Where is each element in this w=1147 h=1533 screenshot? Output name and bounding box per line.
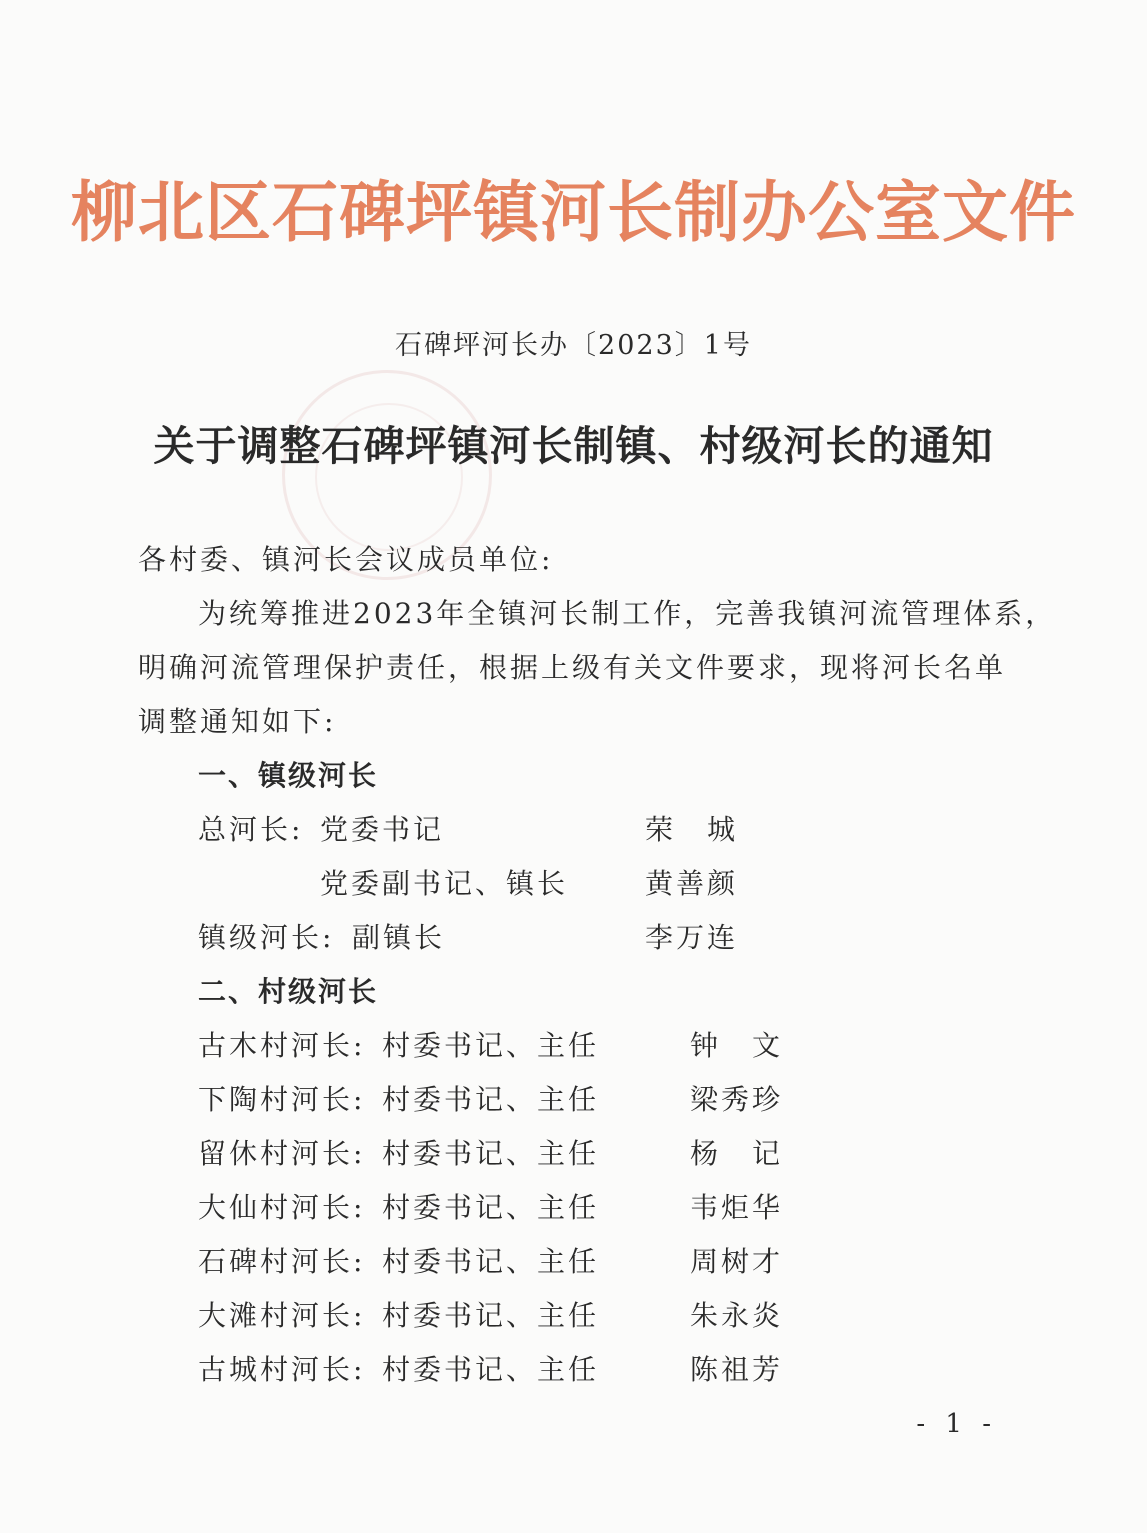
village-row-position: 村委书记、主任 — [382, 1299, 600, 1332]
village-row-position: 村委书记、主任 — [382, 1029, 600, 1062]
village-row-position: 村委书记、主任 — [382, 1245, 600, 1278]
document-number: 石碑坪河长办〔2023〕1号 — [395, 330, 752, 361]
village-row-label: 石碑村河长: — [198, 1245, 366, 1278]
issuer-header-title: 柳北区石碑坪镇河长制办公室文件 — [71, 173, 1076, 251]
village-row-name: 杨 记 — [690, 1137, 784, 1170]
village-row-label: 下陶村河长: — [198, 1083, 366, 1116]
salutation: 各村委、镇河长会议成员单位: — [138, 543, 554, 576]
village-row-label: 古城村河长: — [198, 1353, 366, 1386]
town-row-name: 荣 城 — [645, 813, 739, 846]
intro-line-3: 调整通知如下: — [138, 705, 337, 738]
village-row-name: 周树才 — [690, 1245, 784, 1278]
intro-line-1: 为统筹推进2023年全镇河长制工作，完善我镇河流管理体系， — [198, 597, 1057, 630]
village-row-name: 梁秀珍 — [690, 1083, 784, 1116]
village-row-name: 陈祖芳 — [690, 1353, 784, 1386]
town-row-position: 副镇长 — [352, 921, 446, 954]
village-row-name: 钟 文 — [690, 1029, 784, 1062]
village-row-name: 朱永炎 — [690, 1299, 784, 1332]
town-row-position: 党委副书记、镇长 — [320, 867, 569, 900]
town-row-label: 总河长: — [198, 813, 304, 846]
town-row-position: 党委书记 — [320, 813, 445, 846]
town-row-name: 黄善颜 — [645, 867, 739, 900]
town-row-label: 镇级河长: — [198, 921, 335, 954]
section-heading-town: 一、镇级河长 — [198, 759, 379, 792]
village-row-position: 村委书记、主任 — [382, 1353, 600, 1386]
page-number: - 1 - — [916, 1409, 997, 1439]
village-row-position: 村委书记、主任 — [382, 1083, 600, 1116]
village-row-label: 大仙村河长: — [198, 1191, 366, 1224]
document-title: 关于调整石碑坪镇河长制镇、村级河长的通知 — [153, 422, 994, 470]
intro-line-2: 明确河流管理保护责任，根据上级有关文件要求，现将河长名单 — [138, 651, 1007, 684]
village-row-name: 韦炬华 — [690, 1191, 784, 1224]
village-row-label: 大滩村河长: — [198, 1299, 366, 1332]
town-row-name: 李万连 — [645, 921, 739, 954]
village-row-label: 留休村河长: — [198, 1137, 366, 1170]
section-heading-village: 二、村级河长 — [198, 975, 379, 1008]
village-row-position: 村委书记、主任 — [382, 1137, 600, 1170]
village-row-position: 村委书记、主任 — [382, 1191, 600, 1224]
village-row-label: 古木村河长: — [198, 1029, 366, 1062]
